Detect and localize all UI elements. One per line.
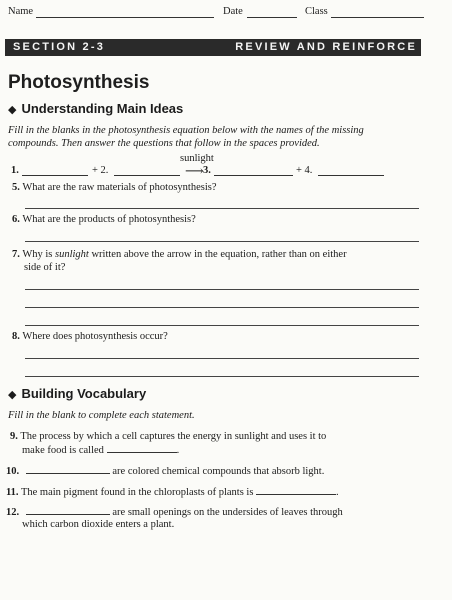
banner-right-title: REVIEW AND REINFORCE (235, 41, 417, 53)
question-12: 12. are small openings on the undersides of leaves through (6, 507, 343, 518)
instructions-line-2: compounds. Then answer the questions that follow in the spaces provided. (8, 138, 320, 149)
equation-blank-4-num: + 4. (296, 165, 313, 176)
blank-q9[interactable] (107, 443, 177, 453)
equation-blank-1[interactable] (22, 175, 88, 176)
question-9-line-2: make food is called . (22, 445, 180, 456)
question-9: 9. The process by which a cell captures the energy in sunlight and uses it to (10, 431, 327, 442)
answer-line-q7-2[interactable] (25, 307, 419, 308)
question-6: 6. What are the products of photosynthesis? (12, 214, 196, 225)
question-7-line-2: side of it? (24, 262, 66, 273)
name-label: Name (8, 6, 34, 17)
question-10: 10. are colored chemical compounds that absorb light. (6, 466, 325, 477)
equation-blank-4[interactable] (318, 175, 384, 176)
answer-line-q8-2[interactable] (25, 376, 419, 377)
section-banner (5, 39, 421, 56)
page-title: Photosynthesis (8, 72, 150, 93)
vocab-instructions: Fill in the blank to complete each statement. (8, 410, 195, 421)
class-label: Class (305, 6, 328, 17)
question-8: 8. Where does photosynthesis occur? (12, 331, 168, 342)
answer-line-q6[interactable] (25, 241, 419, 242)
question-12-line-2: which carbon dioxide enters a plant. (22, 519, 175, 530)
blank-q10[interactable] (26, 464, 110, 474)
date-field[interactable] (247, 17, 297, 18)
answer-line-q7-3[interactable] (25, 325, 419, 326)
question-5: 5. What are the raw materials of photosynthesis? (12, 182, 217, 193)
question-11: 11. The main pigment found in the chloroplasts of plants is . (6, 487, 339, 498)
answer-line-q8-1[interactable] (25, 358, 419, 359)
section-heading-vocabulary (8, 386, 146, 401)
blank-q11[interactable] (256, 485, 336, 495)
section-heading-text: Building Vocabulary (21, 386, 147, 401)
equation-blank-2[interactable] (114, 175, 180, 176)
equation-blank-1-num: 1. (11, 165, 19, 176)
name-field[interactable] (36, 17, 214, 18)
class-field[interactable] (331, 17, 424, 18)
section-number: SECTION 2-3 (13, 41, 106, 53)
answer-line-q5[interactable] (25, 208, 419, 209)
equation-blank-3-num: 3. (203, 165, 211, 176)
section-heading-main-ideas (8, 101, 183, 116)
blank-q12[interactable] (26, 505, 110, 515)
arrow-label-sunlight: sunlight (180, 153, 214, 164)
question-7: 7. Why is sunlight written above the arrow in the equation, rather than on either (12, 249, 347, 260)
arrow-icon: ⟶ (185, 163, 204, 178)
section-heading-text: Understanding Main Ideas (21, 101, 184, 116)
date-label: Date (223, 6, 243, 17)
equation-blank-3[interactable] (214, 175, 293, 176)
diamond-icon: ◆ (8, 389, 17, 401)
answer-line-q7-1[interactable] (25, 289, 419, 290)
equation-blank-2-num: + 2. (92, 165, 109, 176)
instructions-line-1: Fill in the blanks in the photosynthesis equation below with the names of the missing (8, 125, 364, 136)
diamond-icon: ◆ (8, 104, 17, 116)
